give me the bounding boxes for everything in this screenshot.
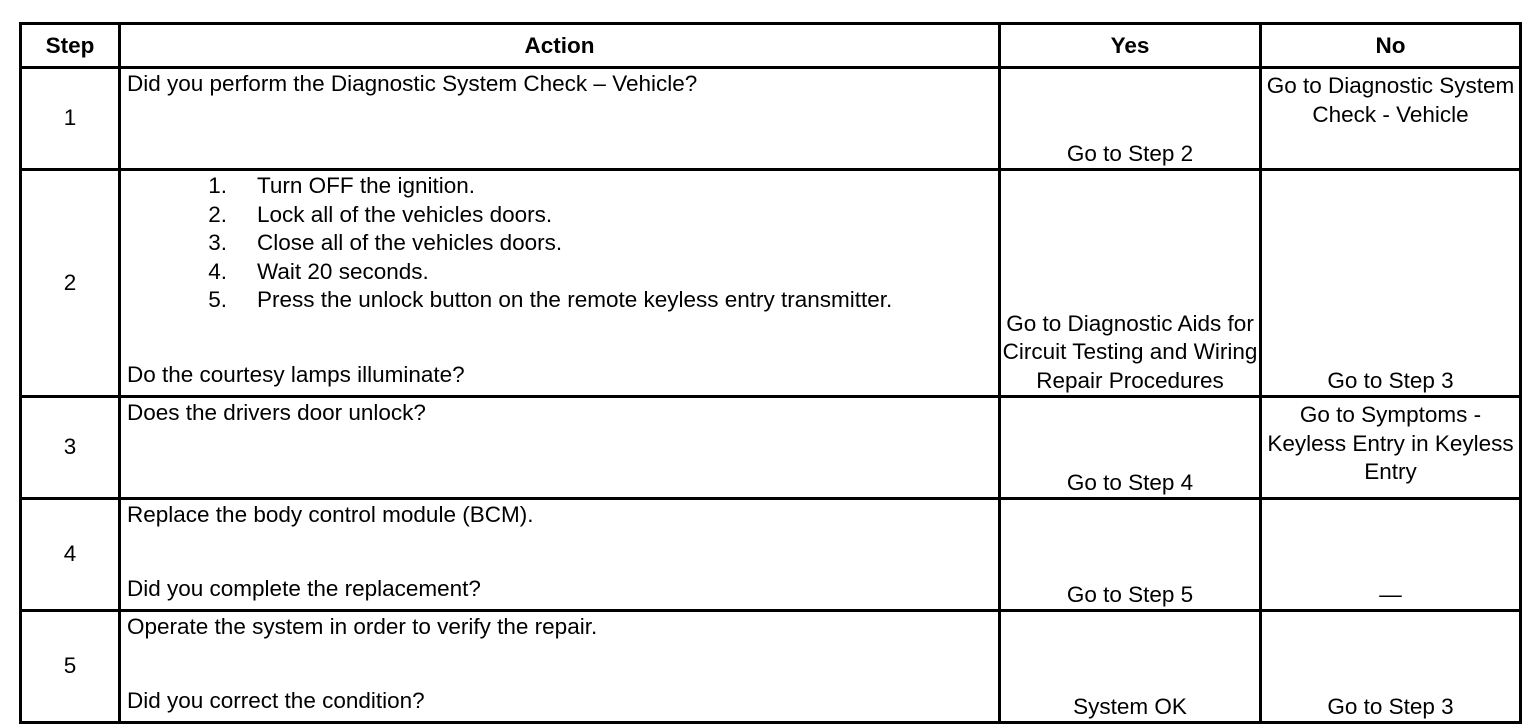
action-text: Replace the body control module (BCM). [127,502,534,527]
step-number: 1 [21,68,120,170]
yes-cell: Go to Diagnostic Aids for Circuit Testing and Wiring Repair Procedures [1000,170,1261,397]
list-item: 1. Turn OFF the ignition. [208,173,476,198]
table-row [21,397,1521,499]
action-cell [120,499,1000,611]
no-cell: Go to Step 3 [1261,611,1521,723]
table-row [21,499,1521,611]
action-question: Did you correct the condition? [127,687,425,713]
header-action: Action [120,24,1000,68]
action-question: Do the courtesy lamps illuminate? [127,361,465,387]
procedure-list [127,172,992,315]
yes-cell: System OK [1000,611,1261,723]
no-cell: Go to Step 3 [1261,170,1521,397]
header-row [21,24,1521,68]
list-item: 2. Lock all of the vehicles doors. [208,201,553,227]
step-number: 3 [21,397,120,499]
action-question: Did you complete the replacement? [127,575,481,601]
action-cell [120,397,1000,499]
table-row [21,170,1521,397]
list-item: 3. Close all of the vehicles doors. [208,230,563,255]
action-cell [120,611,1000,723]
action-cell [120,68,1000,170]
step-number: 4 [21,499,120,611]
action-text: Did you perform the Diagnostic System Check – Vehicle? [127,71,698,96]
yes-cell: Go to Step 2 [1000,68,1261,170]
header-yes: Yes [1000,24,1261,68]
step-number: 2 [21,170,120,397]
action-text: Does the drivers door unlock? [127,400,426,425]
yes-cell: Go to Step 4 [1000,397,1261,499]
table-row [21,611,1521,723]
table-row [21,68,1521,170]
no-cell: Go to Symptoms - Keyless Entry in Keyless Entry [1261,397,1521,499]
list-item: 4. Wait 20 seconds. [208,258,429,284]
list-item: 5. Press the unlock button on the remote keyless entry transmitter. [208,287,893,312]
yes-cell: Go to Step 5 [1000,499,1261,611]
no-cell: Go to Diagnostic System Check - Vehicle [1261,68,1521,170]
step-number: 5 [21,611,120,723]
header-no: No [1261,24,1521,68]
action-cell [120,170,1000,397]
no-cell: — [1261,499,1521,611]
action-text: Operate the system in order to verify the repair. [127,614,598,639]
diagnostic-table [19,22,1522,724]
header-step: Step [21,24,120,68]
